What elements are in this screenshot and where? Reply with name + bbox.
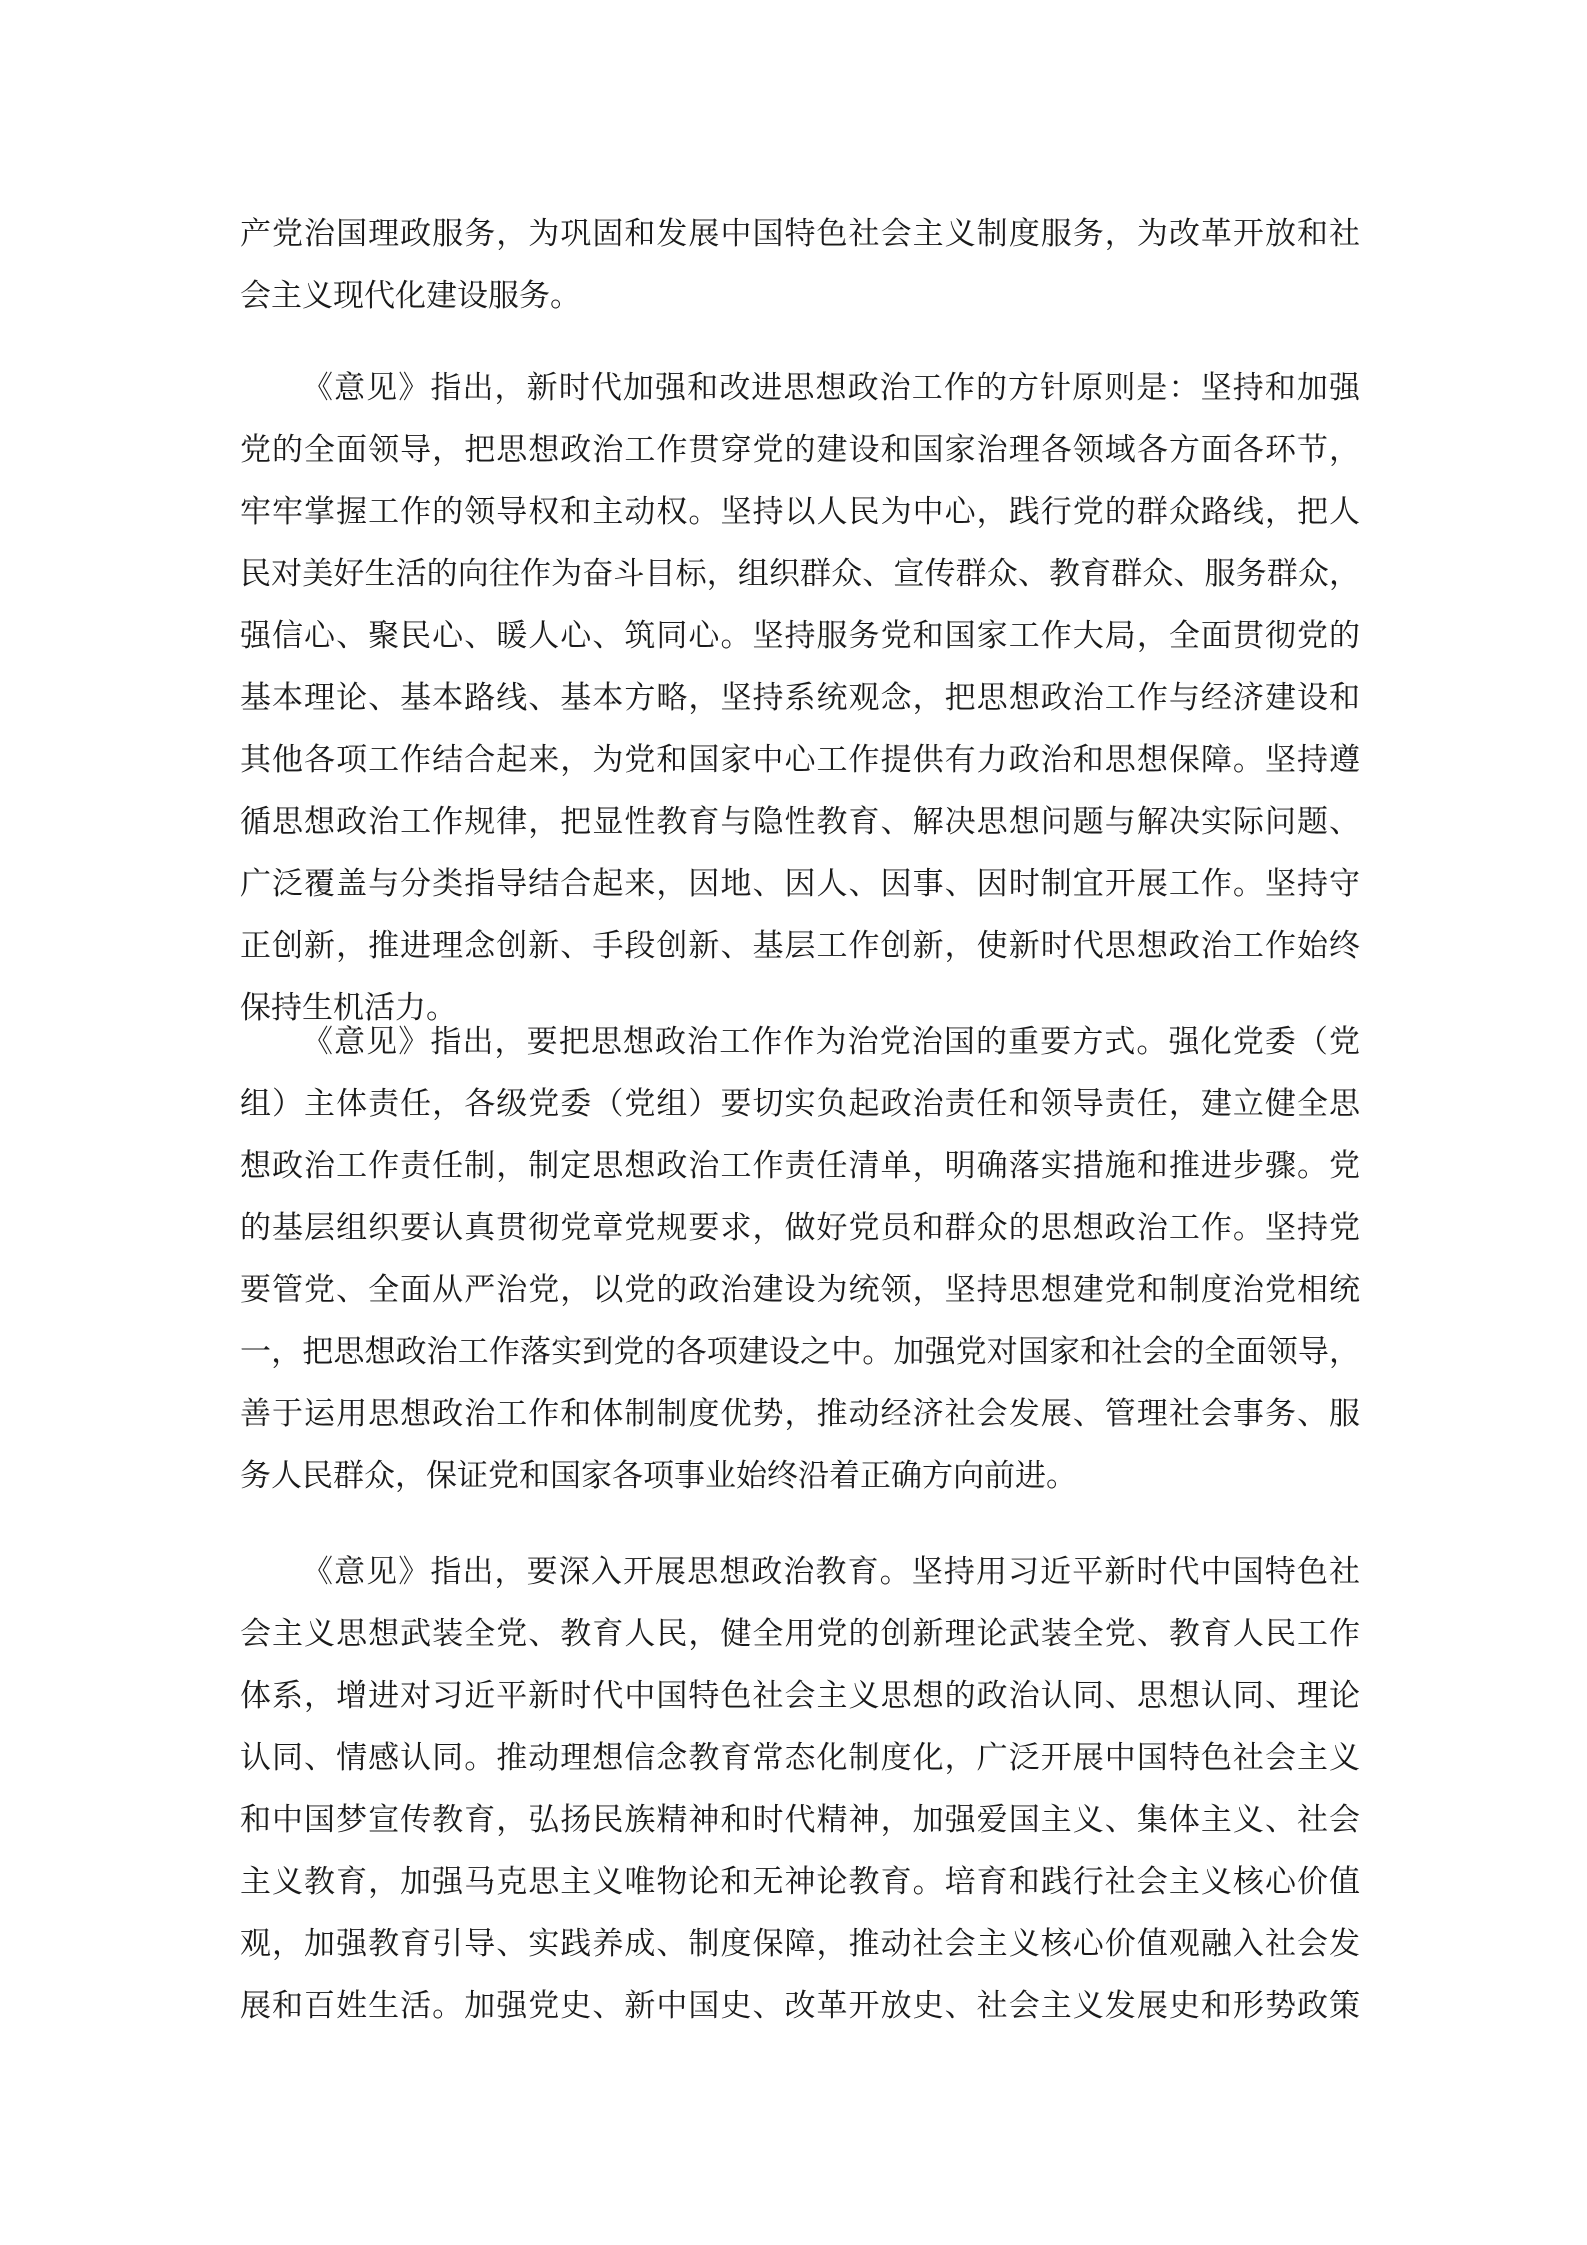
text-line: 牢牢掌握工作的领导权和主动权。坚持以人民为中心，践行党的群众路线，把人: [240, 494, 1360, 530]
text-line: 想政治工作责任制，制定思想政治工作责任清单，明确落实措施和推进步骤。党: [240, 1148, 1360, 1184]
text-line: 认同、情感认同。推动理想信念教育常态化制度化，广泛开展中国特色社会主义: [240, 1740, 1360, 1776]
paragraph-1: [240, 203, 1360, 327]
text-line: 保持生机活力。: [240, 990, 457, 1026]
paragraph-2: [240, 357, 1360, 1039]
text-line: 正创新，推进理念创新、手段创新、基层工作创新，使新时代思想政治工作始终: [240, 928, 1360, 964]
text-line: 其他各项工作结合起来，为党和国家中心工作提供有力政治和思想保障。坚持遵: [240, 742, 1360, 778]
text-line: 党的全面领导，把思想政治工作贯穿党的建设和国家治理各领域各方面各环节，: [240, 432, 1360, 468]
text-line: 展和百姓生活。加强党史、新中国史、改革开放史、社会主义发展史和形势政策: [240, 1988, 1360, 2024]
text-line: 民对美好生活的向往作为奋斗目标，组织群众、宣传群众、教育群众、服务群众，: [240, 556, 1360, 592]
text-line: 循思想政治工作规律，把显性教育与隐性教育、解决思想问题与解决实际问题、: [240, 804, 1360, 840]
text-line: 务人民群众，保证党和国家各项事业始终沿着正确方向前进。: [240, 1458, 1077, 1494]
text-line: 会主义现代化建设服务。: [240, 278, 581, 314]
text-line: 主义教育，加强马克思主义唯物论和无神论教育。培育和践行社会主义核心价值: [240, 1864, 1360, 1900]
text-line: 《意见》指出，要深入开展思想政治教育。坚持用习近平新时代中国特色社: [302, 1554, 1360, 1590]
text-line: 《意见》指出，新时代加强和改进思想政治工作的方针原则是：坚持和加强: [302, 370, 1360, 406]
text-line: 广泛覆盖与分类指导结合起来，因地、因人、因事、因时制宜开展工作。坚持守: [240, 866, 1360, 902]
text-line: 基本理论、基本路线、基本方略，坚持系统观念，把思想政治工作与经济建设和: [240, 680, 1360, 716]
text-line: 的基层组织要认真贯彻党章党规要求，做好党员和群众的思想政治工作。坚持党: [240, 1210, 1360, 1246]
text-line: 和中国梦宣传教育，弘扬民族精神和时代精神，加强爱国主义、集体主义、社会: [240, 1802, 1360, 1838]
text-line: 组）主体责任，各级党委（党组）要切实负起政治责任和领导责任，建立健全思: [240, 1086, 1360, 1122]
paragraph-4: [240, 1541, 1360, 2037]
text-line: 强信心、聚民心、暖人心、筑同心。坚持服务党和国家工作大局，全面贯彻党的: [240, 618, 1360, 654]
text-line: 要管党、全面从严治党，以党的政治建设为统领，坚持思想建党和制度治党相统: [240, 1272, 1360, 1308]
text-line: 善于运用思想政治工作和体制制度优势，推动经济社会发展、管理社会事务、服: [240, 1396, 1360, 1432]
text-line: 体系，增进对习近平新时代中国特色社会主义思想的政治认同、思想认同、理论: [240, 1678, 1360, 1714]
text-line: 观，加强教育引导、实践养成、制度保障，推动社会主义核心价值观融入社会发: [240, 1926, 1360, 1962]
text-line: 一，把思想政治工作落实到党的各项建设之中。加强党对国家和社会的全面领导，: [240, 1334, 1360, 1370]
paragraph-3: [240, 1011, 1360, 1507]
text-line: 产党治国理政服务，为巩固和发展中国特色社会主义制度服务，为改革开放和社: [240, 216, 1360, 252]
text-line: 会主义思想武装全党、教育人民，健全用党的创新理论武装全党、教育人民工作: [240, 1616, 1360, 1652]
text-line: 《意见》指出，要把思想政治工作作为治党治国的重要方式。强化党委（党: [302, 1024, 1360, 1060]
